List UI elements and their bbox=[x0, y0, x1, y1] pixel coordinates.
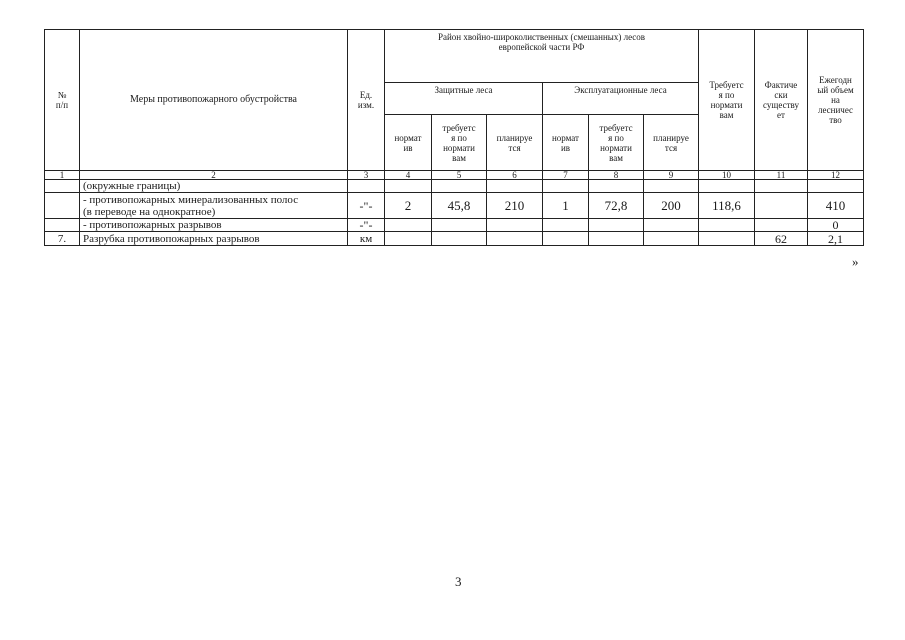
header-norm-protective: нормат ив bbox=[385, 115, 432, 171]
row-cell bbox=[432, 180, 487, 193]
header-annual: Ежегодн ый объем на лесничес тво bbox=[808, 30, 864, 171]
row-cell: 410 bbox=[808, 193, 864, 219]
row-measure: Разрубка противопожарных разрывов bbox=[80, 232, 348, 246]
fire-measures-table bbox=[44, 29, 864, 246]
header-required-protective: требуетс я по нормати вам bbox=[432, 115, 487, 171]
row-cell bbox=[432, 219, 487, 232]
page-number: 3 bbox=[455, 574, 462, 589]
row-cell bbox=[644, 232, 699, 246]
col-number: 5 bbox=[432, 171, 487, 180]
col-number: 1 bbox=[45, 171, 80, 180]
col-number: 8 bbox=[589, 171, 644, 180]
row-num bbox=[45, 193, 80, 219]
row-cell: 72,8 bbox=[589, 193, 644, 219]
header-planned-exploitation: планируе тся bbox=[644, 115, 699, 171]
row-cell bbox=[385, 232, 432, 246]
row-cell: 45,8 bbox=[432, 193, 487, 219]
row-measure: - противопожарных разрывов bbox=[80, 219, 348, 232]
row-cell bbox=[644, 219, 699, 232]
table-row bbox=[45, 219, 864, 232]
header-actual: Фактиче ски существу ет bbox=[755, 30, 808, 171]
row-cell: 118,6 bbox=[699, 193, 755, 219]
header-num: № п/п bbox=[45, 30, 80, 171]
row-cell bbox=[755, 180, 808, 193]
row-cell bbox=[543, 180, 589, 193]
col-number: 7 bbox=[543, 171, 589, 180]
row-cell bbox=[385, 180, 432, 193]
row-cell: 2 bbox=[385, 193, 432, 219]
row-cell bbox=[432, 232, 487, 246]
row-cell bbox=[543, 232, 589, 246]
col-number: 11 bbox=[755, 171, 808, 180]
row-cell bbox=[699, 232, 755, 246]
row-cell bbox=[487, 219, 543, 232]
row-unit: км bbox=[348, 232, 385, 246]
table-row bbox=[45, 180, 864, 193]
row-cell bbox=[589, 180, 644, 193]
row-cell bbox=[755, 219, 808, 232]
header-region: Район хвойно-широколиственных (смешанных) лесов европейской части РФ bbox=[385, 30, 699, 83]
row-cell bbox=[487, 232, 543, 246]
row-unit: -"- bbox=[348, 193, 385, 219]
row-cell bbox=[543, 219, 589, 232]
col-number: 9 bbox=[644, 171, 699, 180]
col-number: 4 bbox=[385, 171, 432, 180]
header-norm-exploitation: нормат ив bbox=[543, 115, 589, 171]
row-cell: 62 bbox=[755, 232, 808, 246]
col-number: 6 bbox=[487, 171, 543, 180]
table-row bbox=[45, 193, 864, 219]
row-cell bbox=[808, 180, 864, 193]
row-unit: -"- bbox=[348, 219, 385, 232]
header-required-exploitation: требуетс я по нормати вам bbox=[589, 115, 644, 171]
row-num bbox=[45, 180, 80, 193]
row-cell bbox=[385, 219, 432, 232]
row-cell bbox=[699, 219, 755, 232]
row-unit bbox=[348, 180, 385, 193]
header-planned-protective: планируе тся bbox=[487, 115, 543, 171]
row-cell bbox=[487, 180, 543, 193]
column-numbers-row bbox=[45, 171, 864, 180]
col-number: 10 bbox=[699, 171, 755, 180]
header-required-total: Требуетс я по нормати вам bbox=[699, 30, 755, 171]
closing-quote: » bbox=[852, 254, 859, 269]
row-cell bbox=[589, 219, 644, 232]
row-cell: 2,1 bbox=[808, 232, 864, 246]
row-cell: 200 bbox=[644, 193, 699, 219]
row-num: 7. bbox=[45, 232, 80, 246]
header-protective: Защитные леса bbox=[385, 83, 543, 115]
row-cell: 210 bbox=[487, 193, 543, 219]
col-number: 3 bbox=[348, 171, 385, 180]
row-cell: 1 bbox=[543, 193, 589, 219]
row-measure: (окружные границы) bbox=[80, 180, 348, 193]
col-number: 12 bbox=[808, 171, 864, 180]
row-cell bbox=[699, 180, 755, 193]
table-row bbox=[45, 232, 864, 246]
row-cell bbox=[755, 193, 808, 219]
header-measures: Меры противопожарного обустройства bbox=[80, 30, 348, 171]
row-measure: - противопожарных минерализованных полос (в переводе на однократное) bbox=[80, 193, 348, 219]
row-cell: 0 bbox=[808, 219, 864, 232]
col-number: 2 bbox=[80, 171, 348, 180]
header-unit: Ед. изм. bbox=[348, 30, 385, 171]
header-exploitation: Эксплуатационные леса bbox=[543, 83, 699, 115]
row-num bbox=[45, 219, 80, 232]
row-cell bbox=[644, 180, 699, 193]
row-cell bbox=[589, 232, 644, 246]
